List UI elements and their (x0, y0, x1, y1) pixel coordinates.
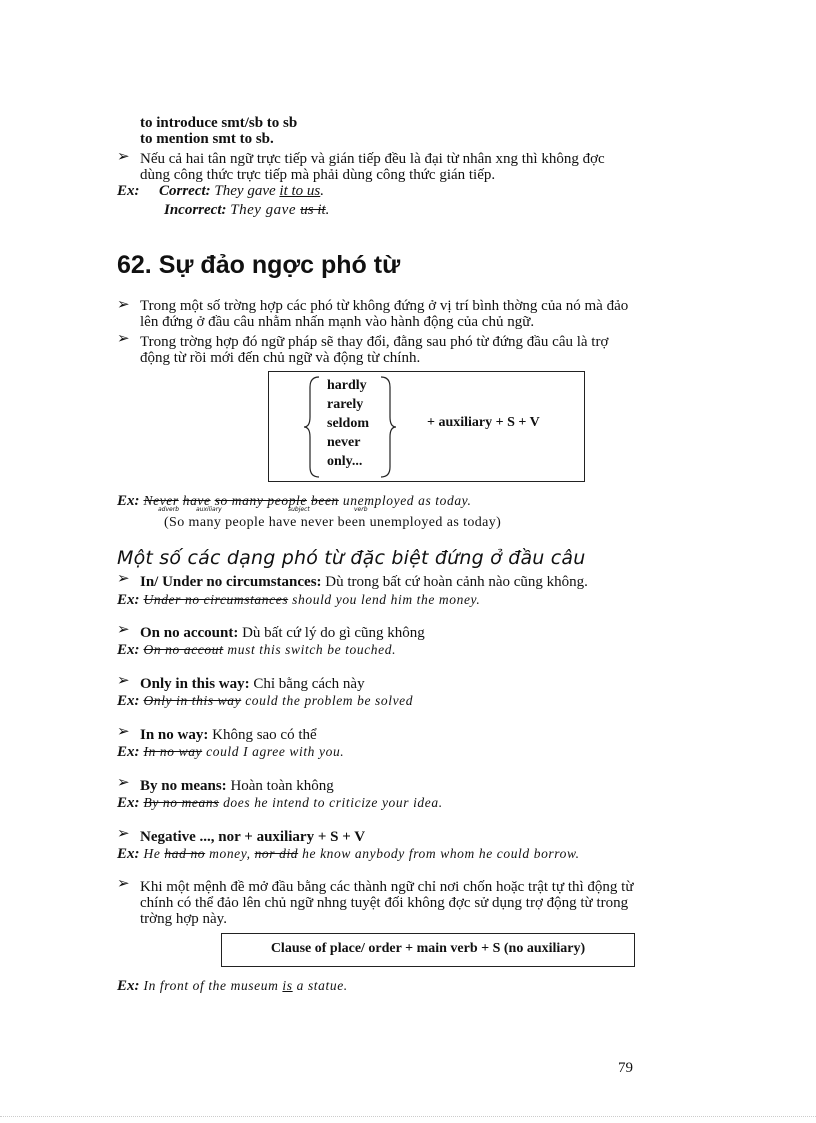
example-word-auxiliary: have (182, 493, 211, 508)
item-1-example (117, 591, 480, 609)
last-line-1: Khi một mệnh đề mở đầu bằng các thành ngữ chỉ nơi chốn hoặc trật tự thì động từ (140, 879, 634, 895)
label-verb: verb (354, 506, 368, 513)
example-label: Ex: (117, 744, 140, 760)
left-brace-icon (303, 375, 321, 479)
item-4 (140, 727, 317, 744)
example-label: Ex: (117, 978, 140, 994)
bullet-arrow-icon: ➢ (117, 673, 130, 689)
correct-end: . (320, 183, 324, 199)
example-label: Ex: (117, 183, 140, 199)
example-mid: money, (205, 846, 255, 861)
right-brace-icon (379, 375, 397, 479)
last-line-2: chính có thể đảo lên chủ ngữ nhng tuyệt đối không đợc sử dụng trợ động từ trong (140, 895, 629, 911)
adverb-hardly: hardly (327, 378, 367, 393)
example-struck: By no means (143, 795, 220, 810)
bullet-arrow-icon: ➢ (117, 724, 130, 740)
incorrect-end: . (325, 202, 330, 218)
incorrect-text: They gave (230, 202, 301, 218)
bullet-arrow-icon: ➢ (117, 826, 130, 842)
item-meaning: Hoàn toàn không (226, 778, 334, 794)
adverb-never: never (327, 435, 361, 450)
example-label: Ex: (117, 493, 140, 509)
item-6-example (117, 845, 580, 863)
example-rest: could I agree with you. (202, 744, 345, 759)
example-struck: Under no circumstances (143, 592, 289, 607)
example-word-adverb: Never (143, 493, 179, 508)
intro-line-3: Trong trờng hợp đó ngữ pháp sẽ thay đổi, đằng sau phó từ đứng đầu câu là trợ (140, 334, 609, 350)
bullet-arrow-icon: ➢ (117, 149, 130, 165)
example-paraphrase: (So many people have never been unemployed as today) (164, 515, 502, 530)
label-adverb: adverb (158, 506, 180, 513)
example-word-verb: been (311, 493, 339, 508)
item-3-example (117, 692, 413, 710)
example-rest: does he intend to criticize your idea. (219, 795, 443, 810)
formula-box (268, 371, 585, 482)
item-meaning: Dù bất cứ lý do gì cũng không (238, 625, 425, 641)
example-struck: had no (164, 846, 206, 861)
correct-label: Correct: (159, 183, 211, 199)
bullet-arrow-icon: ➢ (117, 622, 130, 638)
example-correct (117, 183, 324, 200)
item-4-example (117, 743, 344, 761)
item-meaning: Dù trong bất cứ hoàn cảnh nào cũng không. (321, 574, 588, 590)
item-term: On no account: (140, 625, 239, 641)
page-number: 79 (618, 1060, 633, 1076)
adverb-seldom: seldom (327, 416, 369, 431)
example-rest: could the problem be solved (241, 693, 414, 708)
label-auxiliary: auxiliary (196, 506, 222, 513)
phrase-line-2: to mention smt to sb. (140, 131, 274, 147)
item-meaning: Không sao có thể (208, 727, 317, 743)
label-subject: subject (288, 506, 310, 513)
adverb-rarely: rarely (327, 397, 364, 412)
example-struck-2: nor did (254, 846, 299, 861)
example-struck: In no way (143, 744, 203, 759)
item-6 (140, 829, 365, 846)
item-term: In no way: (140, 727, 209, 743)
item-meaning: Chỉ bằng cách này (249, 676, 365, 692)
example-rest: must this switch be touched. (223, 642, 397, 657)
section-heading: 62. Sự đảo ngợc phó từ (117, 251, 401, 279)
intro-line-2: lên đứng ở đầu câu nhằm nhấn mạnh vào hành động của chủ ngữ. (140, 314, 535, 330)
formula-text: + auxiliary + S + V (427, 415, 540, 430)
place-order-formula-box (221, 933, 635, 967)
item-5 (140, 778, 334, 795)
bullet-arrow-icon: ➢ (117, 775, 130, 791)
incorrect-struck: us it (300, 202, 326, 218)
item-1 (140, 574, 588, 591)
example-rest: should you lend him the money. (288, 592, 481, 607)
bullet-arrow-icon: ➢ (117, 297, 130, 313)
note-line-1: Nếu cả hai tân ngữ trực tiếp và gián tiếp đều là đại từ nhân xng thì không đợc (140, 151, 605, 167)
example-rest: unemployed as today. (342, 493, 472, 508)
intro-line-1: Trong một số trờng hợp các phó từ không đứng ở vị trí bình thờng của nó mà đảo (140, 298, 629, 314)
last-line-3: trờng hợp này. (140, 911, 227, 927)
item-term: Negative ..., nor + auxiliary + S + V (140, 829, 366, 845)
bullet-arrow-icon: ➢ (117, 331, 130, 347)
subheading: Một số các dạng phó từ đặc biệt đứng ở đầu câu (117, 547, 586, 569)
item-5-example (117, 794, 443, 812)
incorrect-label: Incorrect: (164, 202, 227, 218)
example-struck: Only in this way (143, 693, 242, 708)
item-2 (140, 625, 425, 642)
example-word-subject: so many people (214, 493, 308, 508)
correct-text: They gave (214, 183, 280, 199)
example-underlined: is (282, 978, 293, 993)
correct-underlined: it to us (279, 183, 321, 199)
bullet-arrow-icon: ➢ (117, 876, 130, 892)
example-incorrect (164, 202, 329, 219)
example-label: Ex: (117, 592, 140, 608)
item-term: By no means: (140, 778, 227, 794)
example-rest: he know anybody from whom he could borrow. (298, 846, 580, 861)
last-example (117, 977, 348, 995)
example-struck: On no accout (143, 642, 224, 657)
place-order-formula: Clause of place/ order + main verb + S (no auxiliary) (270, 941, 586, 956)
adverb-only: only... (327, 454, 363, 469)
example-pre: In front of the museum (143, 978, 283, 993)
phrase-line-1: to introduce smt/sb to sb (140, 115, 298, 131)
item-term: In/ Under no circumstances: (140, 574, 322, 590)
item-2-example (117, 641, 396, 659)
example-label: Ex: (117, 642, 140, 658)
item-term: Only in this way: (140, 676, 250, 692)
intro-line-4: động từ rồi mới đến chủ ngữ và động từ chính. (140, 350, 421, 366)
page-edge-divider (0, 1116, 816, 1117)
note-line-2: dùng công thức trực tiếp mà phải dùng công thức gián tiếp. (140, 167, 496, 183)
example-label: Ex: (117, 846, 140, 862)
bullet-arrow-icon: ➢ (117, 571, 130, 587)
example-pre: He (143, 846, 165, 861)
example-label: Ex: (117, 693, 140, 709)
example-rest: a statue. (292, 978, 348, 993)
example-label: Ex: (117, 795, 140, 811)
item-3 (140, 676, 365, 693)
